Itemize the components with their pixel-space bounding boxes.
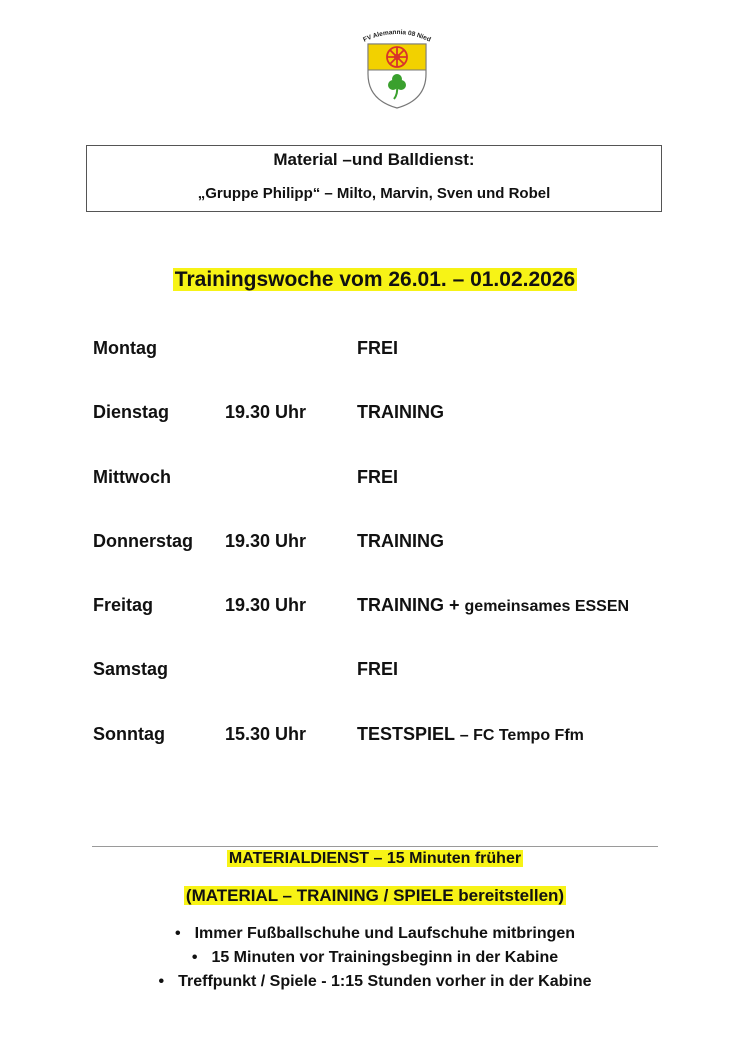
- week-title: [0, 268, 750, 292]
- schedule-activity: [357, 402, 444, 423]
- svg-text:FV Alemannia 08 Nied: [362, 29, 432, 44]
- schedule-day: Dienstag: [93, 402, 170, 423]
- schedule-time: 19.30 Uhr: [225, 530, 307, 551]
- activity-label: FREI: [357, 659, 399, 680]
- activity-label: FREI: [357, 338, 399, 358]
- activity-label: TRAINING: [357, 402, 444, 423]
- activity-label: FREI: [357, 466, 399, 487]
- material-duty-subtitle: [0, 886, 750, 906]
- activity-extra: gemeinsames ESSEN: [464, 598, 630, 616]
- schedule-activity: [357, 467, 398, 488]
- material-duty-subtitle-text: (MATERIAL – TRAINING / SPIELE bereitstellen): [185, 886, 565, 905]
- activity-label: TESTSPIEL: [357, 723, 455, 744]
- schedule-row-mittwoch: [93, 467, 713, 531]
- duty-group: „Gruppe Philipp“ – Milto, Marvin, Sven und Robel: [197, 185, 551, 202]
- schedule-day: Freitag: [93, 595, 154, 616]
- schedule-day: Sonntag: [93, 723, 165, 744]
- schedule-row-montag: [93, 338, 713, 402]
- activity-extra: – FC Tempo Ffm: [459, 726, 584, 744]
- schedule-time: 19.30 Uhr: [225, 402, 307, 423]
- schedule-activity: [357, 659, 398, 680]
- schedule-day: Donnerstag: [93, 530, 194, 551]
- schedule-day: Samstag: [93, 659, 169, 680]
- schedule-day: Mittwoch: [93, 466, 171, 487]
- schedule-row-freitag: [93, 595, 713, 659]
- wheel-icon: [387, 47, 407, 67]
- schedule-time: 19.30 Uhr: [225, 595, 307, 616]
- schedule-activity: [357, 724, 584, 745]
- list-item: • Treffpunkt / Spiele - 1:15 Stunden vorher in der Kabine: [0, 970, 750, 994]
- material-duty-title: [0, 850, 750, 868]
- club-crest-logo: [358, 28, 436, 110]
- activity-label: TRAINING: [357, 530, 444, 551]
- schedule-row-donnerstag: [93, 531, 713, 595]
- schedule-row-samstag: [93, 659, 713, 723]
- material-duty-box: [86, 145, 662, 212]
- material-duty-title-text: MATERIALDIENST – 15 Minuten früher: [228, 850, 522, 867]
- activity-label: TRAINING +: [357, 595, 460, 616]
- section-divider: [92, 846, 658, 847]
- duty-title: Material –und Balldienst:: [273, 150, 475, 169]
- list-item: • 15 Minuten vor Trainingsbeginn in der Kabine: [0, 946, 750, 970]
- schedule-row-sonntag: [93, 724, 713, 788]
- crest-text: FV Alemannia 08 Nied: [362, 28, 432, 44]
- training-schedule: [93, 338, 713, 788]
- schedule-day: Montag: [93, 338, 157, 358]
- schedule-activity: [357, 338, 398, 359]
- schedule-row-dienstag: [93, 402, 713, 466]
- schedule-activity: [357, 531, 444, 552]
- rules-list: [0, 922, 750, 994]
- schedule-activity: [357, 595, 629, 616]
- week-title-text: Trainingswoche vom 26.01. – 01.02.2026: [174, 268, 576, 291]
- list-item: • Immer Fußballschuhe und Laufschuhe mitbringen: [0, 922, 750, 946]
- schedule-time: 15.30 Uhr: [225, 723, 307, 744]
